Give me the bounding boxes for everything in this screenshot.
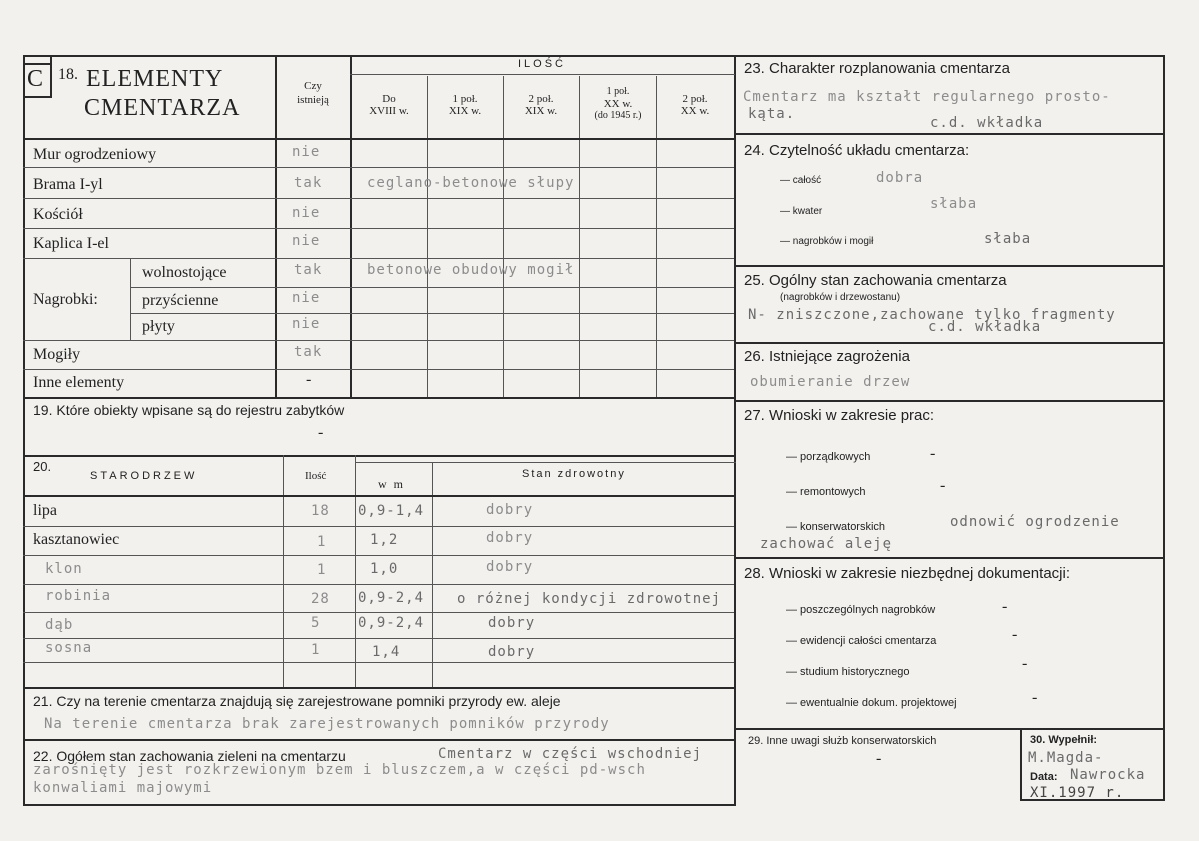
nagrobki-przyscienne-value: nie [292,290,321,306]
mogily-value: tak [294,344,323,360]
s20-num: 20. [33,459,52,474]
nagrobki-label: Nagrobki: [33,291,98,308]
row-kosciol-value: nie [292,205,321,221]
nagrobki-wolnostojace-value: tak [294,262,323,278]
tree-name-robinia: robinia [45,588,112,604]
s20-wm: w m [378,477,405,491]
tree-w-robinia: 0,9-2,4 [358,590,425,606]
s23-label: 23. Charakter rozplanowania cmentarza [744,60,1010,77]
s25-value2: c.d. wkładka [928,319,1042,335]
s27-remontowych-label: — remontowych [786,486,866,498]
tree-stan-sosna: dobry [488,644,536,660]
row-kaplica-value: nie [292,233,321,249]
inne-label: Inne elementy [33,374,125,391]
tree-count-dab: 5 [311,615,321,631]
s28-studium-label: — studium historycznego [786,666,910,678]
col-header-2: 1 poł. XIX w. [448,93,482,117]
s26-label: 26. Istniejące zagrożenia [744,348,910,365]
tree-stan-dab: dobry [488,615,536,631]
nagrobki-wolnostojace-note: betonowe obudowy mogił [367,262,575,278]
s27-porzadkowych-value: - [930,445,936,462]
row-brama-value: tak [294,175,323,191]
tree-stan-kasztanowiec: dobry [486,530,534,546]
tree-name-lipa: lipa [33,502,57,519]
s30-data-label: Data: [1030,771,1058,783]
s24-kwater-label: — kwater [780,206,823,217]
s23-value2: kąta. [748,106,796,122]
s30-name: M.Magda- [1028,750,1104,766]
s30-name2: Nawrocka [1070,767,1146,783]
s27-label: 27. Wnioski w zakresie prac: [744,407,935,424]
ilosc-header: ILOŚĆ [517,58,566,70]
s24-label: 24. Czytelność układu cmentarza: [744,142,970,159]
s22-value2: zarośnięty jest rozkrzewionym bzem i bluszczem,a w części pd-wsch [33,762,646,778]
s30-label: 30. Wypełnił: [1030,734,1098,746]
tree-count-sosna: 1 [311,642,321,658]
tree-w-dab: 0,9-2,4 [358,615,425,631]
s24-nagrobkow-label: — nagrobków i mogił [780,236,874,247]
row-brama-label: Brama I-yl [33,176,103,193]
s21-value: Na terenie cmentarza brak zarejestrowanych pomników przyrody [44,716,610,732]
section-title-line2: CMENTARZA [84,95,241,121]
czy-istnieja-label-2: istnieją [297,94,329,106]
tree-stan-klon: dobry [486,559,534,575]
s27-konserwatorskich-label: — konserwatorskich [786,521,886,533]
row-mur-value: nie [292,144,321,160]
nagrobki-przyscienne-label: przyścienne [142,292,219,309]
s27-extra: zachować aleję [760,536,893,552]
row-mur-label: Mur ogrodzeniowy [33,146,157,163]
tree-stan-robinia: o różnej kondycji zdrowotnej [457,591,722,607]
s23-value3: c.d. wkładka [930,115,1044,131]
s28-nagrobkow-label: — poszczególnych nagrobków [786,604,936,616]
s25-label: 25. Ogólny stan zachowania cmentarza [744,272,1007,289]
tree-name-sosna: sosna [45,640,93,656]
col-header-4: 1 poł. XX w. (do 1945 r.) [594,86,642,121]
nagrobki-plyty-label: płyty [142,318,175,335]
s22-label: 22. Ogółem stan zachowania zieleni na cmentarzu [33,748,346,764]
s27-remontowych-value: - [940,477,946,494]
section-letter: C [27,66,44,92]
tree-w-sosna: 1,4 [372,644,401,660]
s30-date: XI.1997 r. [1030,785,1125,801]
s19-value: - [318,424,324,441]
s25-sub: (nagrobków i drzewostanu) [780,292,901,303]
s28-ewidencji-value: - [1012,626,1018,643]
col-header-5: 2 poł. XX w. [680,93,710,117]
s24-calosc-label: — całość [780,175,822,186]
s25-value1: N- zniszczone,zachowane tylko fragmenty [748,307,1116,323]
tree-name-dab: dąb [45,617,74,633]
row-kaplica-label: Kaplica I-el [33,235,109,252]
s28-nagrobkow-value: - [1002,598,1008,615]
s22-value3: konwaliami majowymi [33,780,213,796]
s28-projektowej-label: — ewentualnie dokum. projektowej [786,697,957,709]
tree-count-kasztanowiec: 1 [317,534,327,550]
s28-label: 28. Wnioski w zakresie niezbędnej dokumentacji: [744,565,1070,582]
czy-istnieja-label-1: Czy [304,80,322,92]
s29-value: - [876,750,882,767]
s28-projektowej-value: - [1032,689,1038,706]
s28-ewidencji-label: — ewidencji całości cmentarza [786,635,937,647]
row-kosciol-label: Kościół [33,206,83,223]
s19-label: 19. Które obiekty wpisane są do rejestru zabytków [33,402,345,418]
s21-label: 21. Czy na terenie cmentarza znajdują się zarejestrowane pomniki przyrody ew. aleje [33,693,561,709]
tree-name-klon: klon [45,561,83,577]
row-brama-note: ceglano-betonowe słupy [367,175,575,191]
s24-nagrobkow-value: słaba [984,231,1032,247]
col-header-1: Do XVIII w. [369,93,409,117]
tree-count-lipa: 18 [311,503,330,519]
tree-name-kasztanowiec: kasztanowiec [33,531,120,548]
nagrobki-plyty-value: nie [292,316,321,332]
s27-konserwatorskich-value: odnowić ogrodzenie [950,514,1120,530]
tree-w-lipa: 0,9-1,4 [358,503,425,519]
col-header-3: 2 poł. XIX w. [524,93,558,117]
s23-value1: Cmentarz ma kształt regularnego prosto- [743,89,1111,105]
s26-value: obumieranie drzew [750,374,911,390]
s24-kwater-value: słaba [930,196,978,212]
tree-w-klon: 1,0 [370,561,399,577]
tree-count-klon: 1 [317,562,327,578]
tree-count-robinia: 28 [311,591,330,607]
inne-value: - [306,371,312,388]
s20-ilosc: Ilość [305,470,327,482]
tree-w-kasztanowiec: 1,2 [370,532,399,548]
s28-studium-value: - [1022,655,1028,672]
s27-porzadkowych-label: — porządkowych [786,451,871,463]
mogily-label: Mogiły [33,346,81,363]
tree-stan-lipa: dobry [486,502,534,518]
s29-label: 29. Inne uwagi służb konserwatorskich [748,735,937,747]
s22-value1: Cmentarz w części wschodniej [438,746,703,762]
s20-stan: Stan zdrowotny [522,468,626,480]
nagrobki-wolnostojace-label: wolnostojące [142,264,227,281]
section-title-line1: ELEMENTY [86,66,224,92]
s20-title: STARODRZEW [90,470,198,482]
s24-calosc-value: dobra [876,170,924,186]
section-number: 18. [58,66,78,83]
